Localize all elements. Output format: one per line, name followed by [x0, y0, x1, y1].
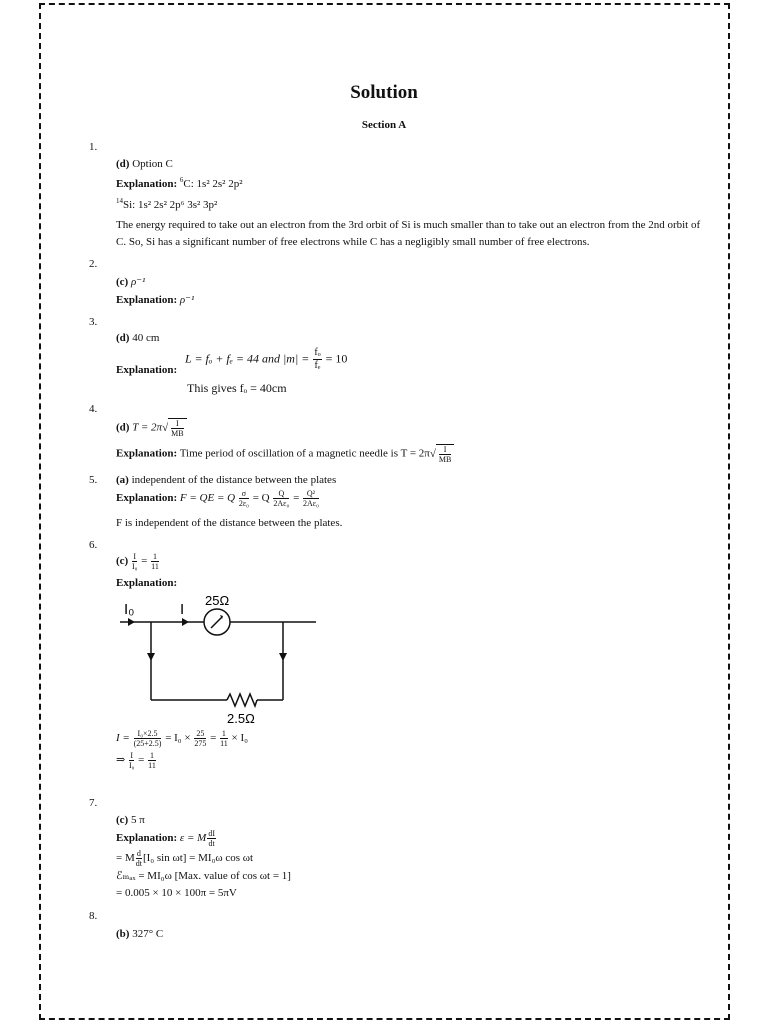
circuit-label-i: I — [180, 601, 185, 618]
answer-line: (c) ρ⁻¹ — [116, 276, 146, 288]
explanation-paragraph: The energy required to take out an electron from the 3rd orbit of Si is much smaller than to take out an electron from the 2nd orbit of C. So, Si has a significant number of free electrons while C has a negligibly small number of free electrons. — [116, 219, 701, 248]
question-number: 3. — [89, 316, 98, 328]
config-line: $^{14}$Si: 1s² 2s² 2p⁶ 3s² 3p² — [116, 197, 218, 211]
explanation-line: Explanation: Time period of oscillation of a magnetic needle is T = 2π√ $\frac{I}{MB}$ — [116, 444, 454, 464]
equation-line: ℰₘₐₓ = MI₀ω [Max. value of cos ωt = 1] — [116, 870, 291, 882]
resistor-icon — [227, 694, 257, 706]
answer-line: (d) Option C — [116, 158, 173, 170]
circuit-label-i0: I₀ — [124, 601, 135, 618]
equation-line: This gives fₒ = 40cm — [187, 381, 287, 395]
circuit-label-shunt-resistance: 2.5Ω — [227, 711, 255, 726]
question-number: 5. — [89, 474, 98, 486]
equation-line: I = $\frac{\text{I₀×2.5}}{(25+2.5)}$ = I₀ × $\frac{25}{275}$ = $\frac{1}{11}$ × I₀ — [116, 729, 248, 748]
answer-line: (a) independent of the distance between the plates — [116, 474, 337, 486]
page-title: Solution — [350, 82, 418, 103]
answer-line: (c) 5 π — [116, 814, 145, 826]
answer-line: (b) 327° C — [116, 928, 164, 940]
question-number: 2. — [89, 258, 98, 270]
explanation-line: Explanation: ρ⁻¹ — [116, 294, 195, 306]
equation-line: = 0.005 × 10 × 100π = 5πV — [116, 887, 237, 899]
question-number: 1. — [89, 141, 98, 153]
arrow-down-icon — [147, 653, 155, 661]
equation-line: = M $\frac{d}{dt}$ [I₀ sin ωt] = MI₀ω cos ωt — [116, 849, 254, 868]
answer-line: (d) 40 cm — [116, 332, 160, 344]
arrow-right-icon — [182, 618, 189, 626]
equation-line: ⇒ $\frac{I}{\text{I₀}}$ = $\frac{1}{11}$ — [116, 751, 156, 770]
question-number: 6. — [89, 539, 98, 551]
question-number: 4. — [89, 403, 98, 415]
arrow-down-icon — [279, 653, 287, 661]
arrow-right-icon — [128, 618, 135, 626]
answer-line: (c) $\frac{I}{\text{I₀}}$ = $\frac{1}{11}$ — [116, 552, 159, 571]
explanation-line: Explanation: $^6$C: 1s² 2s² 2p² — [116, 176, 243, 190]
answer-line: (d) T = 2π√ $\frac{I}{MB}$ — [116, 418, 187, 438]
galvanometer-needle — [211, 617, 222, 628]
question-number: 8. — [89, 910, 98, 922]
circuit-diagram — [110, 590, 330, 730]
question-number: 7. — [89, 797, 98, 809]
explanation-label: Explanation: — [116, 577, 178, 589]
explanation-line: Explanation: ε = M $\frac{dI}{dt}$ — [116, 829, 215, 848]
explanation-label: Explanation: — [116, 364, 178, 376]
explanation-line: Explanation: F = QE = Q $\frac{\sigma}{\text{2ε₀}}$ = Q $\frac{Q}{\text{2Aε₀}}$ = $\frac{\text{Q²}}{\text{2Aε₀}}$ — [116, 489, 319, 508]
equation-line: L = fₒ + fₑ = 44 and |m| = $\frac{\text{fₒ}}{\text{fₑ}}$ = 10 — [185, 347, 348, 371]
section-heading: Section A — [361, 119, 407, 131]
circuit-label-meter-resistance: 25Ω — [205, 593, 230, 608]
explanation-line: F is independent of the distance between the plates. — [116, 517, 343, 529]
